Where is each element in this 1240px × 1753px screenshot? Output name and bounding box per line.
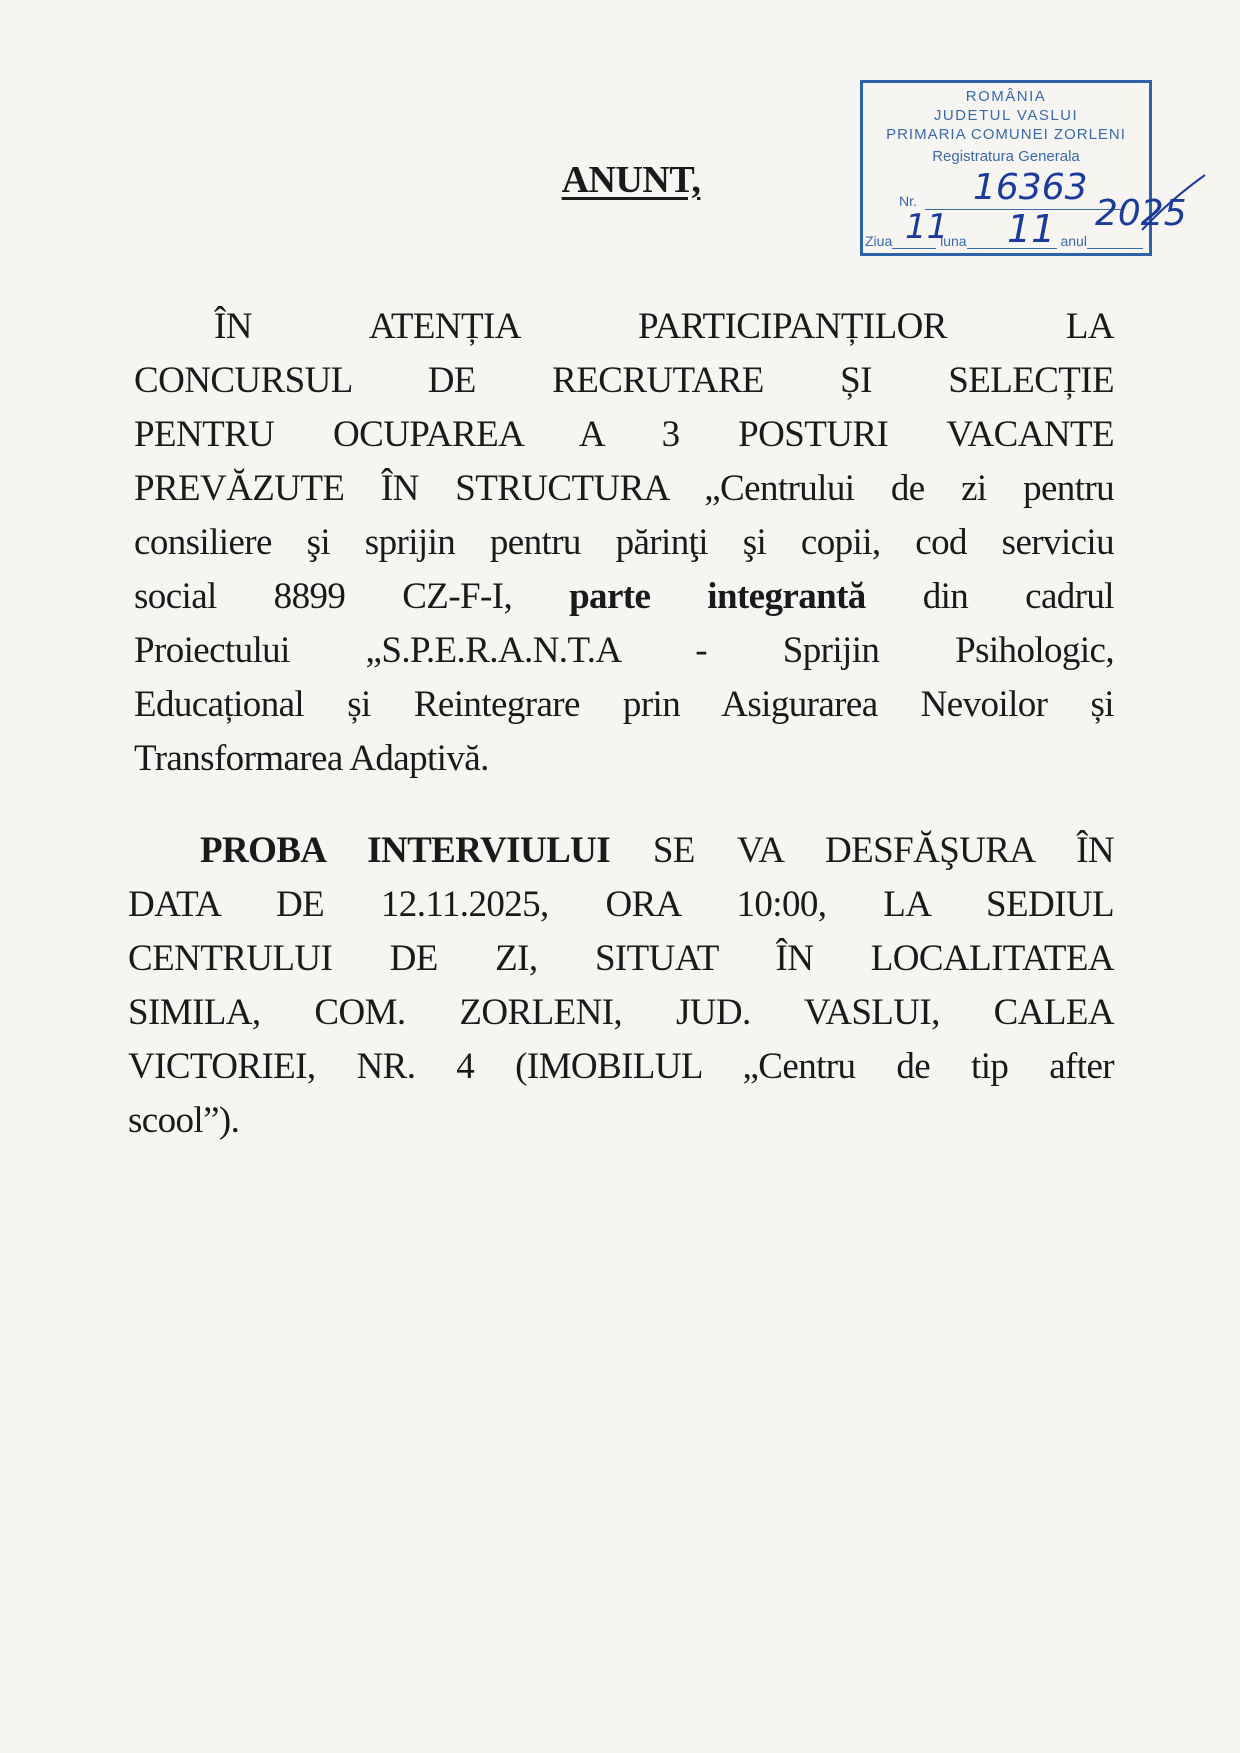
text-line: ÎN ATENȚIA PARTICIPANȚILOR LA <box>214 306 1114 347</box>
text-line: Proiectului „S.P.E.R.A.N.T.A - Sprijin Psihologic, <box>134 630 1114 671</box>
text-line: Transformarea Adaptivă. <box>134 738 489 779</box>
stamp-registry: Registratura Generala <box>932 148 1080 165</box>
text-line: social 8899 CZ-F-I, parte integrantă din cadrul <box>134 576 1114 617</box>
text-line: consiliere şi sprijin pentru părinţi şi copii, cod serviciu <box>134 522 1114 563</box>
text-line: DATA DE 12.11.2025, ORA 10:00, LA SEDIUL <box>128 884 1114 925</box>
paragraph-interview <box>128 824 1114 1148</box>
text-line: PREVĂZUTE ÎN STRUCTURA „Centrului de zi pentru <box>134 468 1114 509</box>
text-line: CENTRULUI DE ZI, SITUAT ÎN LOCALITATEA <box>128 938 1114 979</box>
stamp-year-value: 2025 <box>1095 193 1187 234</box>
stamp-institution: PRIMARIA COMUNEI ZORLENI <box>886 126 1126 143</box>
paragraph-announcement <box>134 300 1114 786</box>
stamp-month-label: luna <box>940 233 967 249</box>
stamp-country: ROMÂNIA <box>965 88 1047 105</box>
text-line: VICTORIEI, NR. 4 (IMOBILUL „Centru de tip after <box>128 1046 1114 1087</box>
stamp-month-value: 11 <box>1007 207 1056 251</box>
text-line: PROBA INTERVIULUI SE VA DESFĂŞURA ÎN <box>200 830 1114 871</box>
bold-text: parte integrantă <box>569 576 866 617</box>
text-line: CONCURSUL DE RECRUTARE ȘI SELECȚIE <box>134 360 1114 401</box>
text-line: Educațional și Reintegrare prin Asigurarea Nevoilor și <box>134 684 1114 725</box>
signature-stroke <box>1140 170 1210 240</box>
stamp-nr-label: Nr. <box>899 193 917 209</box>
text-line: PENTRU OCUPAREA A 3 POSTURI VACANTE <box>134 414 1114 455</box>
text-line: SIMILA, COM. ZORLENI, JUD. VASLUI, CALEA <box>128 992 1114 1033</box>
stamp-county: JUDETUL VASLUI <box>933 107 1079 124</box>
stamp-year-label: anul <box>1060 233 1087 249</box>
text-line: scool”). <box>128 1100 240 1141</box>
stamp-day-value: 11 <box>905 207 949 247</box>
stamp-day-label: Ziua <box>865 233 893 249</box>
document-title: ANUNT, <box>561 159 701 201</box>
bold-text: PROBA INTERVIULUI <box>200 830 611 871</box>
registration-stamp <box>860 80 1187 256</box>
stamp-nr-value: 16363 <box>973 167 1088 208</box>
